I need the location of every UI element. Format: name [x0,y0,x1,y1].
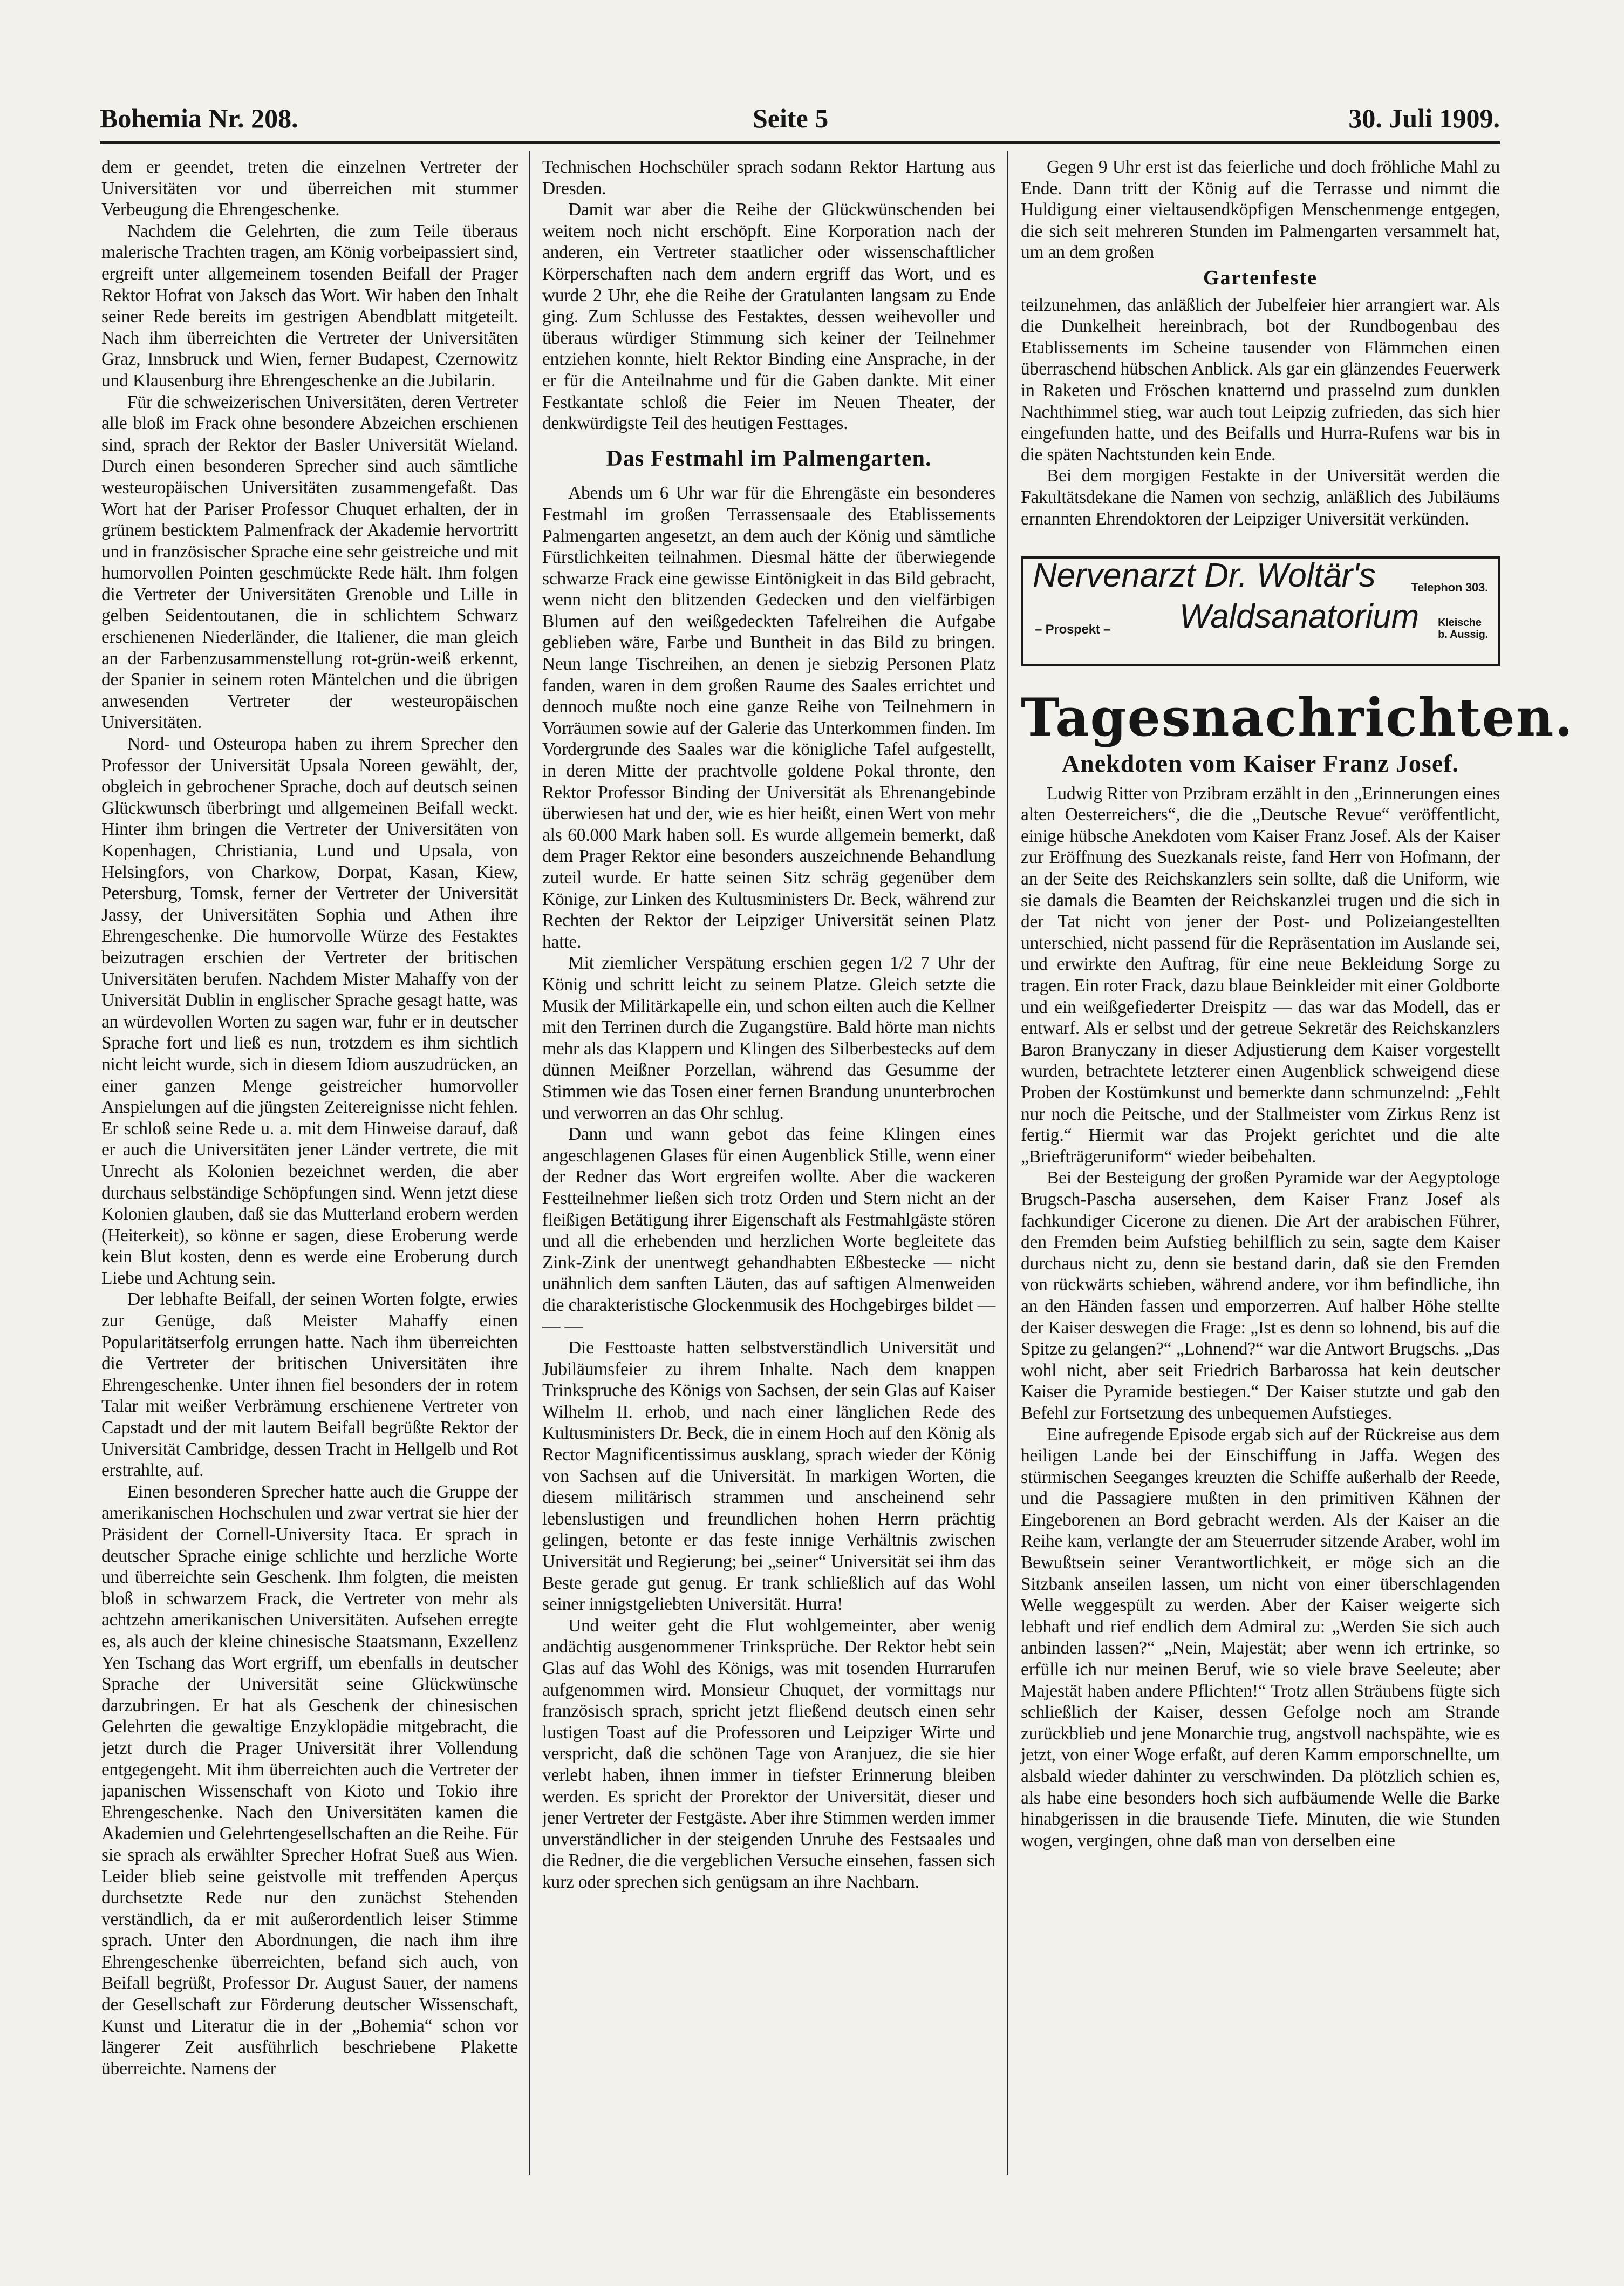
header-date: 30. Juli 1909. [1348,103,1500,133]
ad-location [1438,617,1488,641]
ad-telephone: Telephon 303. [1411,581,1488,595]
paragraph: Bei der Besteigung der großen Pyramide war der Aegyptologe Brugsch-Pascha ausersehen, dem Kaiser Franz Josef als fachkundiger Cicerone zu dienen. Die Art der arabischen Führer, den Fremden beim Aufstieg behilflich zu sein, sagte dem Kaiser durchaus nicht zu, denn sie bestand darin, daß sie den Fremden von rückwärts schieben, während andere, vor ihm befindliche, ihn an den Händen fassen und emporzerren. Auf halber Höhe stellte der Kaiser deswegen die Frage: „Ist es denn so lohnend, bis auf die Spitze zu gelangen?“ „Lohnend?“ war die Antwort Brugschs. „Das wohl nicht, aber seit Friedrich Barbarossa hat kein deutscher Kaiser die Pyramide bestiegen.“ Der Kaiser stutzte und gab den Befehl zur Fortsetzung des unbequemen Aufstieges. [1021,1168,1500,1423]
paragraph: Und weiter geht die Flut wohlgemeinter, aber wenig andächtig ausgenommener Trinksprüche. Der Rektor hebt sein Glas auf das Wohl des Königs, was mit tosenden Hurrarufen aufgenommen wird. Monsieur Chuquet, der vormittags nur französisch sprach, spricht jetzt fließend deutsch einen sehr lustigen Toast auf die Professoren und Leipziger Wirte und verspricht, daß die schönen Tage von Aranjuez, die sie hier verlebt haben, ihnen immer in tiefster Erinnerung bleiben werden. Es spricht der Prorektor der Universität, dieser und jener Vertreter der Festgäste. Aber ihre Stimmen werden immer unverständlicher in der steigenden Unruhe des Festsaales und die Redner, die die vergeblichen Versuche einsehen, fassen sich kurz oder sprechen sich genügsam an ihre Nachbarn. [542,1615,995,1892]
paragraph: Damit war aber die Reihe der Glückwünschenden bei weitem noch nicht erschöpft. Eine Korporation nach der anderen, ein Vertreter staatlicher oder wissenschaftlicher Körperschaften nach dem andern ergriff das Wort, und es wurde 2 Uhr, ehe die Reihe der Gratulanten langsam zu Ende ging. Zum Schlusse des Festaktes, dessen weihevoller und überaus würdiger Stimmung sich keiner der Teilnehmer entziehen konnte, hielt Rektor Binding eine Ansprache, in der er für die Anteilnahme und für die Gaben dankte. Mit einer Festkantate schloß die Feier im Neuen Theater, der denkwürdigste Teil des heutigen Festtages. [542,200,995,434]
ad-sanatorium: Waldsanatorium [1179,598,1420,636]
paragraph: Nachdem die Gelehrten, die zum Teile überaus malerische Trachten tragen, am König vorbeipassiert sind, ergreift unter allgemeinem tosenden Beifall der Prager Rektor Hofrat von Jaksch das Wort. Wir haben den Inhalt seiner Rede bereits im gestrigen Abendblatt mitgeteilt. Nach ihm überreichten die Vertreter der Universitäten Graz, Innsbruck und Wien, ferner Budapest, Czernowitz und Klausenburg ihre Ehrengeschenke an die Jubilarin. [101,221,518,391]
paragraph: Technischen Hochschüler sprach sodann Rektor Hartung aus Dresden. [542,157,995,199]
paragraph: Die Festtoaste hatten selbstverständlich Universität und Jubiläumsfeier zu ihrem Inhalte. Nach dem knappen Trinkspruche des Königs von Sachsen, der sein Glas auf Kaiser Wilhelm II. erhob, und nach einer länglichen Rede des Kultusministers Dr. Beck, die in einem Hoch auf den König als Rector Magnificentissimus ausklang, sprach wieder der König von Sachsen auf die Universität. In markigen Worten, die diesem militärisch strammen und anscheinend sehr lebenslustigen und freundlichen hohen Herrn prächtig gelingen, betonte er das feste innige Verhältnis zwischen Universität und Regierung; bei „seiner“ Universität sei ihm das Beste gerade gut genug. Er trank schließlich auf das Wohl seiner innigstgeliebten Universität. Hurra! [542,1338,995,1615]
ad-name: Nervenarzt Dr. Woltär's [1033,557,1376,595]
paragraph: Gegen 9 Uhr erst ist das feierliche und doch fröhliche Mahl zu Ende. Dann tritt der König auf die Terrasse und nimmt die Huldigung einer vieltausendköpfigen Menschenmenge entgegen, die sich seit mehreren Stunden im Palmengarten versammelt hat, um an dem großen [1021,157,1500,263]
paragraph: teilzunehmen, das anläßlich der Jubelfeier hier arrangiert war. Als die Dunkelheit hereinbrach, bot der Rundbogenbau des Etablissements im Scheine tausender von Flämmchen einen überraschend hübschen Anblick. Als gar ein glänzendes Feuerwerk in Raketen und Fröschen knatternd und prasselnd zum dunklen Nachthimmel stieg, war auch tout Leipzig zufrieden, das sich hier eingefunden hatte, und des Beifalls und Hurra-Rufens war bis in die späten Nachtstunden kein Ende. [1021,295,1500,465]
header-masthead: Bohemia Nr. 208. [100,103,298,133]
paragraph: Eine aufregende Episode ergab sich auf der Rückreise aus dem heiligen Lande bei der Einschiffung in Jaffa. Wegen des stürmischen Seeganges kreuzten die Schiffe außerhalb der Reede, und die Passagiere mußten in den primitiven Kähnen der Eingeborenen an Bord gebracht werden. Als der Kaiser an die Reihe kam, verlangte der am Steuerruder sitzende Araber, wohl im Bewußtsein seiner Verantwortlichkeit, er möge sich an die Sitzbank anseilen lassen, um nicht von einer überschlagenden Welle weggespült zu werden. Aber der Kaiser weigerte sich lebhaft und rief endlich dem Admiral zu: „Werden Sie sich auch anbinden lassen?“ „Nein, Majestät; aber wenn ich ertrinke, so erfülle ich nur meinen Beruf, wie so viele brave Seeleute; aber Majestät haben andere Pflichten!“ Trotz allen Sträubens fügte sich schließlich der Kaiser, dessen Gefolge noch am Strande zurückblieb und jene Monarchie trug, angstvoll nachspähte, wie es jetzt, von einer Woge erfaßt, auf deren Kamm emporschnellte, um alsbald wieder dahinter zu verschwinden. Da plötzlich schien es, als habe eine besonders hoch sich aufbäumende Welle die Barke hinabgerissen in die brausende Tiefe. Minuten, die wie Stunden wogen, vergingen, ohne daß man von derselben eine [1021,1424,1500,1850]
section-subtitle: Anekdoten vom Kaiser Franz Josef. [1061,750,1459,778]
paragraph: Mit ziemlicher Verspätung erschien gegen 1/2 7 Uhr der König und schritt leicht zu seinem Platze. Gleich setzte die Musik der Militärkapelle ein, und schon eilten auch die Kellner mit den Terrinen durch die Zugangstüre. Bald hörte man nichts mehr als das Klappern und Klingen des Silberbestecks auf dem dünnen Meißner Porzellan, während das Gesumme der Stimmen wie das Tosen einer fernen Brandung ununterbrochen und verworren an das Ohr schlug. [542,953,995,1123]
section-title: Tagesnachrichten. [1021,687,1574,749]
paragraph: Abends um 6 Uhr war für die Ehrengäste ein besonderes Festmahl im großen Terrassensaale des Etablissements Palmengarten angesetzt, an dem auch der König und sämtliche Fürstlichkeiten teilnahmen. Diesmal hätte der überwiegende schwarze Frack eine gewisse Eintönigkeit in das Bild gebracht, wenn nicht den blitzenden Gedecken und den vielfärbigen Blumen auf den weißgedeckten Tafelreihen die Aufgabe geblieben wäre, Farbe und Buntheit in das Bild zu bringen. Neun lange Tischreihen, an denen je siebzig Personen Platz fanden, waren in dem großen Raume des Saales errichtet und dennoch mußte noch eine ganze Reihe von Teilnehmern in Vorräumen sowie auf der Galerie das Unterkommen finden. Im Vordergrunde des Saales war die königliche Tafel aufgestellt, in deren Mitte der prachtvolle goldene Pokal thronte, den Rektor Professor Binding der Universität als Ehrenangebinde überwiesen hat und der, wie es hier heißt, einen Wert von mehr als 60.000 Mark haben soll. Es wurde allgemein bemerkt, daß dem Prager Rektor eine besonders auszeichnende Behandlung zuteil wurde. Er hatte seinen Sitz schräg gegenüber dem Könige, zur Linken des Kultusministers Dr. Beck, während zur Rechten der Rektor der Leipziger Universität seinen Platz hatte. [542,483,995,952]
advertisement-box [1021,556,1500,666]
header-rule [100,141,1500,144]
paragraph: Der lebhafte Beifall, der seinen Worten folgte, erwies zur Genüge, daß Meister Mahaffy einen Popularitätserfolg errungen hatte. Nach ihm überreichten die Vertreter der britischen Universitäten ihre Ehrengeschenke. Unter ihnen fiel besonders der in rotem Talar mit weißer Verbrämung erschienene Vertreter von Capstadt und der mit lautem Beifall begrüßte Rektor der Universität Cambridge, dessen Tracht in Hellgelb und Rot erstrahlte, auf. [101,1289,518,1481]
page-header [100,103,1500,140]
paragraph: dem er geendet, treten die einzelnen Vertreter der Universitäten vor und überreichen mit stummer Verbeugung die Ehrengeschenke. [101,157,518,220]
column-2 [542,157,995,2169]
ad-location-line1: Kleische [1438,617,1482,629]
paragraph: Bei dem morgigen Festakte in der Universität werden die Fakultätsdekane die Namen von sechzig, anläßlich des Jubiläums ernannten Ehrendoktoren der Leipziger Universität verkünden. [1021,466,1500,529]
header-page-number: Seite 5 [753,103,829,133]
paragraph: Nord- und Osteuropa haben zu ihrem Sprecher den Professor der Universität Upsala Noreen gewählt, der, obgleich in gebrochener Sprache, doch auf deutsch seinen Glückwunsch überbringt und allgemeinen Beifall weckt. Hinter ihm bringen die Vertreter der Universitäten von Kopenhagen, Christiania, Lund und Upsala, von Helsingfors, von Charkow, Dorpat, Kasan, Kiew, Petersburg, Tomsk, ferner der Vertreter der Universität Jassy, der Universitäten Sophia und Athen ihre Ehrengeschenke. Die humorvolle Würze des Festaktes beizutragen erschien der Vertreter der britischen Universitäten berufen. Nachdem Mister Mahaffy von der Universität Dublin in englischer Sprache gesagt hatte, was an würdevollen Worten zu sagen war, fuhr er in deutscher Sprache fort und ließ es nun, trotzdem es ihm sichtlich nicht leicht wurde, sich in diesem Idiom auszudrücken, an einer ganzen Menge geistreicher humorvoller Anspielungen auf die jüngsten Zeitereignisse nicht fehlen. Er schloß seine Rede u. a. mit dem Hinweise darauf, daß er auch die Universitäten jener Länder vertrete, die mit Unrecht als Kolonien bezeichnet werden, die aber durchaus selbständige Schöpfungen sind. Wenn jetzt diese Kolonien glauben, daß sie das Mutterland erobern werden (Heiterkeit), so könne er sagen, diese Eroberung werde kein Blut kosten, denn es werde eine Eroberung durch Liebe und Achtung sein. [101,734,518,1288]
ad-location-line2: b. Aussig. [1438,629,1488,641]
ad-prospekt: – Prospekt – [1035,622,1111,637]
paragraph: Ludwig Ritter von Przibram erzählt in den „Erinnerungen eines alten Oesterreichers“, die die „Deutsche Revue“ veröffentlicht, einige hübsche Anekdoten vom Kaiser Franz Josef. Als der Kaiser zur Eröffnung des Suezkanals reiste, fand Herr von Hofmann, der an der Seite des Reichskanzlers sein sollte, daß die Uniform, wie sie damals die Beamten der Reichskanzlei trugen und die sich in der Tat nicht von jener der Post- und Polizeiangestellten unterschied, nicht passend für die Repräsentation im Auslande sei, und erwirkte den Auftrag, für eine neue Bekleidung Sorge zu tragen. Ein roter Frack, dazu blaue Beinkleider mit einer Goldborte und ein weißgefiederter Dreispitz — das war das Modell, das er entwarf. Als er selbst und der getreue Sekretär des Reichskanzlers Baron Branyczany in dieser Adjustierung dem Kaiser vorgestellt wurden, betrachtete letzterer einen Augenblick schweigend diese Proben der Kostümkunst und bemerkte dann schmunzelnd: „Fehlt nur noch die Peitsche, und der Stallmeister vom Zirkus Renz ist fertig.“ Hiermit war das Projekt gerichtet und die alte „Briefträgeruniform“ wieder beibehalten. [1021,783,1500,1167]
article-subheading: Das Festmahl im Palmengarten. [606,446,932,471]
column-1 [101,157,518,2169]
paragraph: Dann und wann gebot das feine Klingen eines angeschlagenen Glases für einen Augenblick Stille, wenn einer der Redner das Wort ergreifen wollte. Aber die wackeren Festteilnehmer ließen sich trotz Orden und Stern nicht an der fleißigen Betätigung ihrer Eigenschaft als Festmahlgäste stören und all die erhebenden und herzlichen Worte begleitete das Zink-Zink der unentwegt gehandhabten Eßbestecke — nicht unähnlich dem sanften Läuten, das auf saftigen Almenweiden die charakteristische Glockenmusik des Hochgebirges bildet — — — [542,1124,995,1337]
column-divider-1 [529,151,530,2175]
column-3 [1021,157,1574,2186]
inline-heading: Gartenfeste [1203,266,1318,289]
paragraph: Einen besonderen Sprecher hatte auch die Gruppe der amerikanischen Hochschulen und zwar vertrat sie hier der Präsident der Cornell-University Itaca. Er sprach in deutscher Sprache einige schlichte und herzliche Worte und überreichte sein Geschenk. Ihm folgten, die meisten bloß in schwarzem Frack, die Vertreter von mehr als achtzehn amerikanischen Universitäten. Aufsehen erregte es, als auch der kleine chinesische Staatsmann, Exzellenz Yen Tschang das Wort ergriff, um ebenfalls in deutscher Sprache der Universität seine Glückwünsche darzubringen. Er hat als Geschenk der chinesischen Gelehrten die gewaltige Enzyklopädie mitgebracht, die jetzt durch die Prager Universität ihrer Vollendung entgegengeht. Mit ihm überreichten auch die Vertreter der japanischen Wissenschaft von Kioto und Tokio ihre Ehrengeschenke. Nach den Universitäten kamen die Akademien und Gelehrtengesellschaften an die Reihe. Für sie sprach als erwählter Sprecher Hofrat Sueß aus Wien. Leider blieb seine geistvolle mit treffenden Aperçus durchsetzte Rede nur den zunächst Stehenden verständlich, da er mit außerordentlich leiser Stimme sprach. Unter den Abordnungen, die nach ihm ihre Ehrengeschenke überreichten, befand sich auch, von Beifall begrüßt, Professor Dr. August Sauer, der namens der Gesellschaft zur Förderung deutscher Wissenschaft, Kunst und Literatur die in der „Bohemia“ schon vor längerer Zeit ausführlich beschriebene Plakette überreichte. Namens der [101,1481,518,2079]
column-divider-2 [1007,151,1008,2175]
paragraph: Für die schweizerischen Universitäten, deren Vertreter alle bloß im Frack ohne besondere Abzeichen erschienen sind, sprach der Rektor der Basler Universität Wieland. Durch einen besonderen Sprecher sind auch sämtliche westeuropäischen Universitäten zusammengefaßt. Das Wort hat der Pariser Professor Chuquet erhalten, der in grünem besticktem Palmenfrack der Akademie hervortritt und in französischer Sprache eine sehr geistreiche und mit humorvollen Pointen geschmückte Rede hält. Ihm folgen die Vertreter der Universitäten Grenoble und Lille in gelben Seidentoutanen, die in schlichtem Schwarz erschienenen Niederländer, die Italiener, die man gleich an der Farbenzusammenstellung rot-grün-weiß erkennt, der Spanier in seinem roten Mäntelchen und die übrigen anwesenden Vertreter der westeuropäischen Universitäten. [101,392,518,733]
